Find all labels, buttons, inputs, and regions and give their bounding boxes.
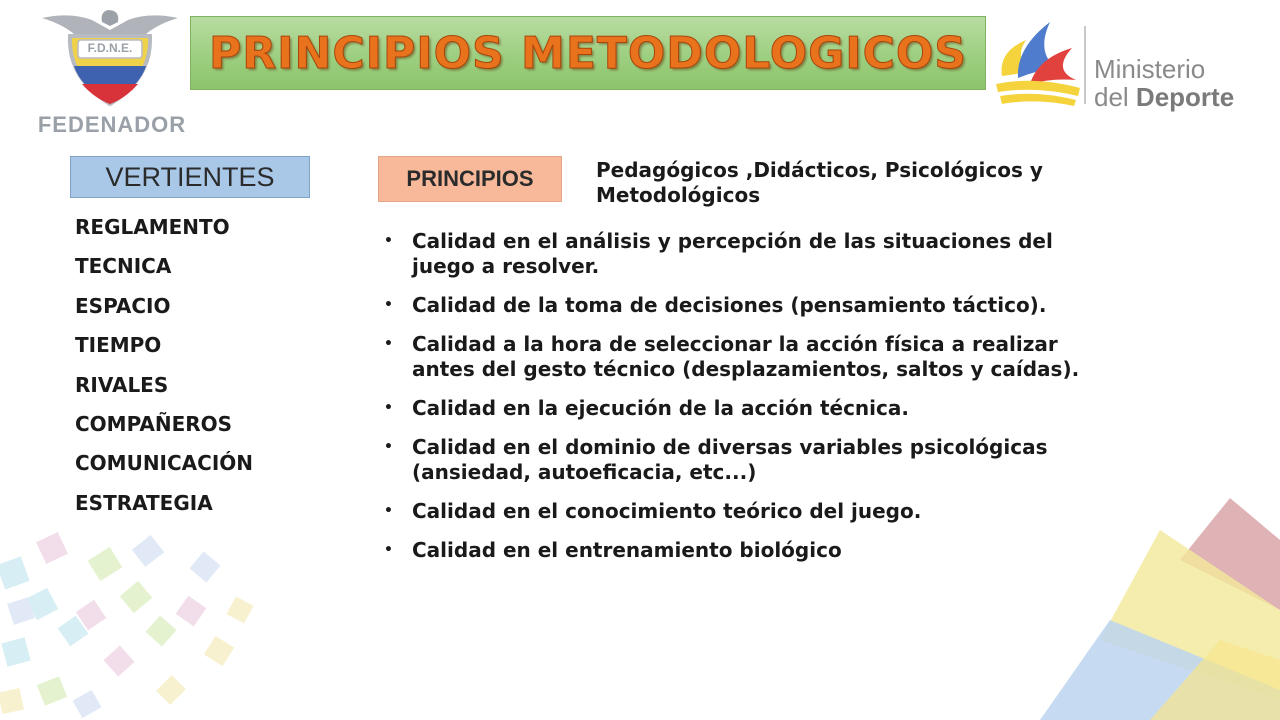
bullet-text: Calidad en el entrenamiento biológico (412, 538, 842, 562)
bullet-text: Calidad en el dominio de diversas variables psicológicas (ansiedad, autoeficacia, etc...) (412, 435, 1048, 484)
vertientes-heading: VERTIENTES (70, 156, 310, 198)
logo-divider (1084, 26, 1086, 104)
ministerio-line2-prefix: del (1094, 82, 1136, 112)
page-title: PRINCIPIOS METODOLOGICOS (209, 27, 967, 79)
bullet-text: Calidad en el conocimiento teórico del juego. (412, 499, 922, 523)
ministerio-line2 (1094, 84, 1234, 110)
bullet-item (384, 293, 1084, 318)
fedenador-shield-eagle-icon (30, 8, 190, 108)
bullet-item (384, 499, 1084, 524)
fedenador-badge-text: F.D.N.E. (87, 41, 133, 55)
ministerio-flame-icon (990, 18, 1090, 110)
bullet-item (384, 396, 1084, 421)
bullet-item (384, 435, 1084, 485)
principios-bullet-list (384, 229, 1084, 577)
bullet-text: Calidad de la toma de decisiones (pensamiento táctico). (412, 293, 1047, 317)
vertiente-item: REGLAMENTO (75, 215, 230, 239)
vertiente-item: TIEMPO (75, 333, 162, 358)
bullet-text: Calidad a la hora de seleccionar la acción física a realizar antes del gesto técnico (desplazamientos, saltos y caídas). (412, 332, 1080, 381)
bullet-dot-icon: • (384, 503, 393, 519)
fedenador-name: FEDENADOR (37, 112, 187, 137)
fedenador-logo (30, 8, 190, 136)
left-mosaic-pattern (0, 532, 254, 718)
vertiente-item: TECNICA (75, 254, 172, 279)
bullet-text: Calidad en el análisis y percepción de las situaciones del juego a resolver. (412, 229, 1053, 278)
bullet-text: Calidad en la ejecución de la acción técnica. (412, 396, 909, 420)
vertiente-item: RIVALES (75, 372, 169, 397)
bullet-dot-icon: • (384, 542, 393, 558)
vertiente-item: ESPACIO (75, 293, 171, 318)
principios-subtitle: Pedagógicos ,Didácticos, Psicológicos y Metodológicos (596, 158, 1043, 207)
ministerio-line2-bold: Deporte (1135, 82, 1235, 112)
bullet-dot-icon: • (384, 439, 393, 455)
vertiente-item: COMPAÑEROS (75, 411, 233, 436)
bullet-dot-icon: • (384, 400, 393, 416)
bullet-item (384, 229, 1084, 279)
bullet-item (384, 538, 1084, 563)
vertientes-list (75, 212, 253, 527)
ministerio-line1: Ministerio (1094, 54, 1206, 84)
bullet-dot-icon: • (384, 233, 393, 249)
vertiente-item: COMUNICACIÓN (75, 451, 254, 476)
title-banner (190, 16, 986, 90)
principios-heading: PRINCIPIOS (378, 156, 562, 202)
ministerio-logo (990, 18, 1250, 118)
bullet-dot-icon: • (384, 297, 393, 313)
bullet-dot-icon: • (384, 336, 393, 352)
vertiente-item: ESTRATEGIA (75, 490, 213, 515)
bullet-item (384, 332, 1084, 382)
